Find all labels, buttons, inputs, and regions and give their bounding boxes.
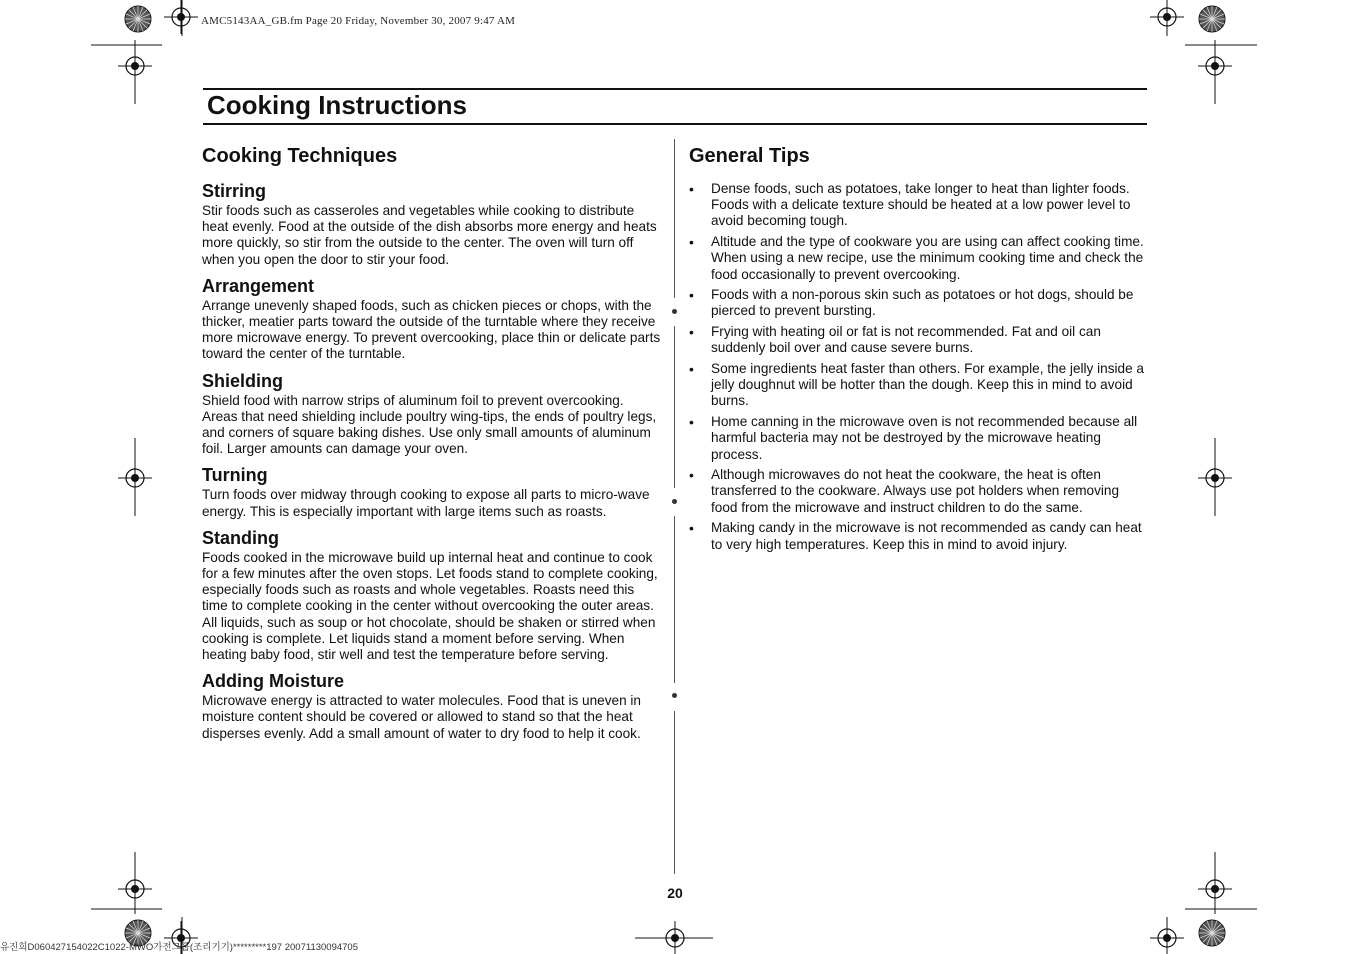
page-title: Cooking Instructions <box>207 90 467 120</box>
tip-item: • Some ingredients heat faster than others. For example, the jelly inside a jelly doughnut will be hotter than the dough. Keep this in mind to avoid burns. <box>689 361 1149 410</box>
general-tips-column <box>689 143 1149 557</box>
tip-item: • Frying with heating oil or fat is not recommended. Fat and oil can suddenly boil over and cause severe burns. <box>689 324 1149 356</box>
technique-text: Arrange unevenly shaped foods, such as chicken pieces or chops, with the thicker, meatier parts toward the outside of the turntable where they receive more microwave energy. To prevent overcooking, place thin or delicate parts toward the center of the turntable. <box>202 297 661 362</box>
technique-text: Foods cooked in the microwave build up internal heat and continue to cook for a few minutes after the oven stops. Let foods stand to complete cooking, especially foods such as roasts and whole vegetables. Roasts need this time to complete cooking in the center without overcooking the outer areas. All liquids, such as soup or hot chocolate, should be shaken or stirred when cooking is complete. Let liquids stand a moment before serving. When heating baby food, stir well and test the temperature before serving. <box>202 549 658 663</box>
technique-arrangement <box>202 274 662 363</box>
tips-list <box>689 181 1149 553</box>
file-slug: AMC5143AA_GB.fm Page 20 Friday, November 30, 2007 9:47 AM <box>201 15 516 27</box>
tip-item: • Foods with a non-porous skin such as potatoes or hot dogs, should be pierced to prevent bursting. <box>689 287 1149 319</box>
technique-turning <box>202 463 662 519</box>
column-dot <box>672 499 677 504</box>
tip-item: • Although microwaves do not heat the cookware, the heat is often transferred to the cookware. Always use pot holders when removing food from the microwave and instruct children to do the same. <box>689 467 1149 516</box>
technique-title: Arrangement <box>202 275 315 296</box>
footer-slug: 유진희D060427154022C1022-MWO가전그룹(조리기기)*********197 20071130094705 <box>0 942 358 953</box>
technique-title: Shielding <box>202 370 283 391</box>
general-tips-heading: General Tips <box>689 145 810 167</box>
tip-item: • Altitude and the type of cookware you are using can affect cooking time. When using a new recipe, use the minimum cooking time and check the food occasionally to prevent overcooking. <box>689 234 1149 283</box>
title-rule-bottom <box>203 123 1147 125</box>
technique-title: Turning <box>202 465 268 486</box>
technique-title: Adding Moisture <box>202 671 344 692</box>
technique-title: Standing <box>202 527 279 548</box>
technique-text: Stir foods such as casseroles and vegetables while cooking to distribute heat evenly. Food at the outside of the dish absorbs more energy and heats more quickly, so stir from the outside to the center. The oven will turn off when you open the door to stir your food. <box>202 203 657 267</box>
technique-stirring <box>202 179 662 268</box>
technique-text: Turn foods over midway through cooking to expose all parts to micro-wave energy. This is especially important with large items such as roasts. <box>202 487 650 519</box>
technique-standing <box>202 526 662 663</box>
cooking-techniques-heading: Cooking Techniques <box>202 145 398 167</box>
tip-item: • Dense foods, such as potatoes, take longer to heat than lighter foods. Foods with a delicate texture should be heated at a low power level to avoid becoming tough. <box>689 181 1149 230</box>
cooking-techniques-column <box>202 143 662 748</box>
page-number: 20 <box>667 885 683 901</box>
column-dot <box>672 693 677 698</box>
technique-adding-moisture <box>202 669 662 742</box>
column-dot <box>672 309 677 314</box>
technique-title: Stirring <box>202 181 267 201</box>
tip-item: • Home canning in the microwave oven is not recommended because all harmful bacteria may not be destroyed by the microwave heating process. <box>689 414 1149 463</box>
technique-text: Microwave energy is attracted to water molecules. Food that is uneven in moisture content should be covered or allowed to stand so that the heat disperses evenly. Add a small amount of water to dry food to help it cook. <box>202 693 641 741</box>
technique-text: Shield food with narrow strips of aluminum foil to prevent overcooking. Areas that need shielding include poultry wing-tips, the ends of poultry legs, and corners of square baking dishes. Use only small amounts of aluminum foil. Larger amounts can damage your oven. <box>202 392 657 457</box>
tip-item: • Making candy in the microwave is not recommended as candy can heat to very high temperatures. Keep this in mind to avoid injury. <box>689 520 1149 552</box>
technique-shielding <box>202 369 662 458</box>
